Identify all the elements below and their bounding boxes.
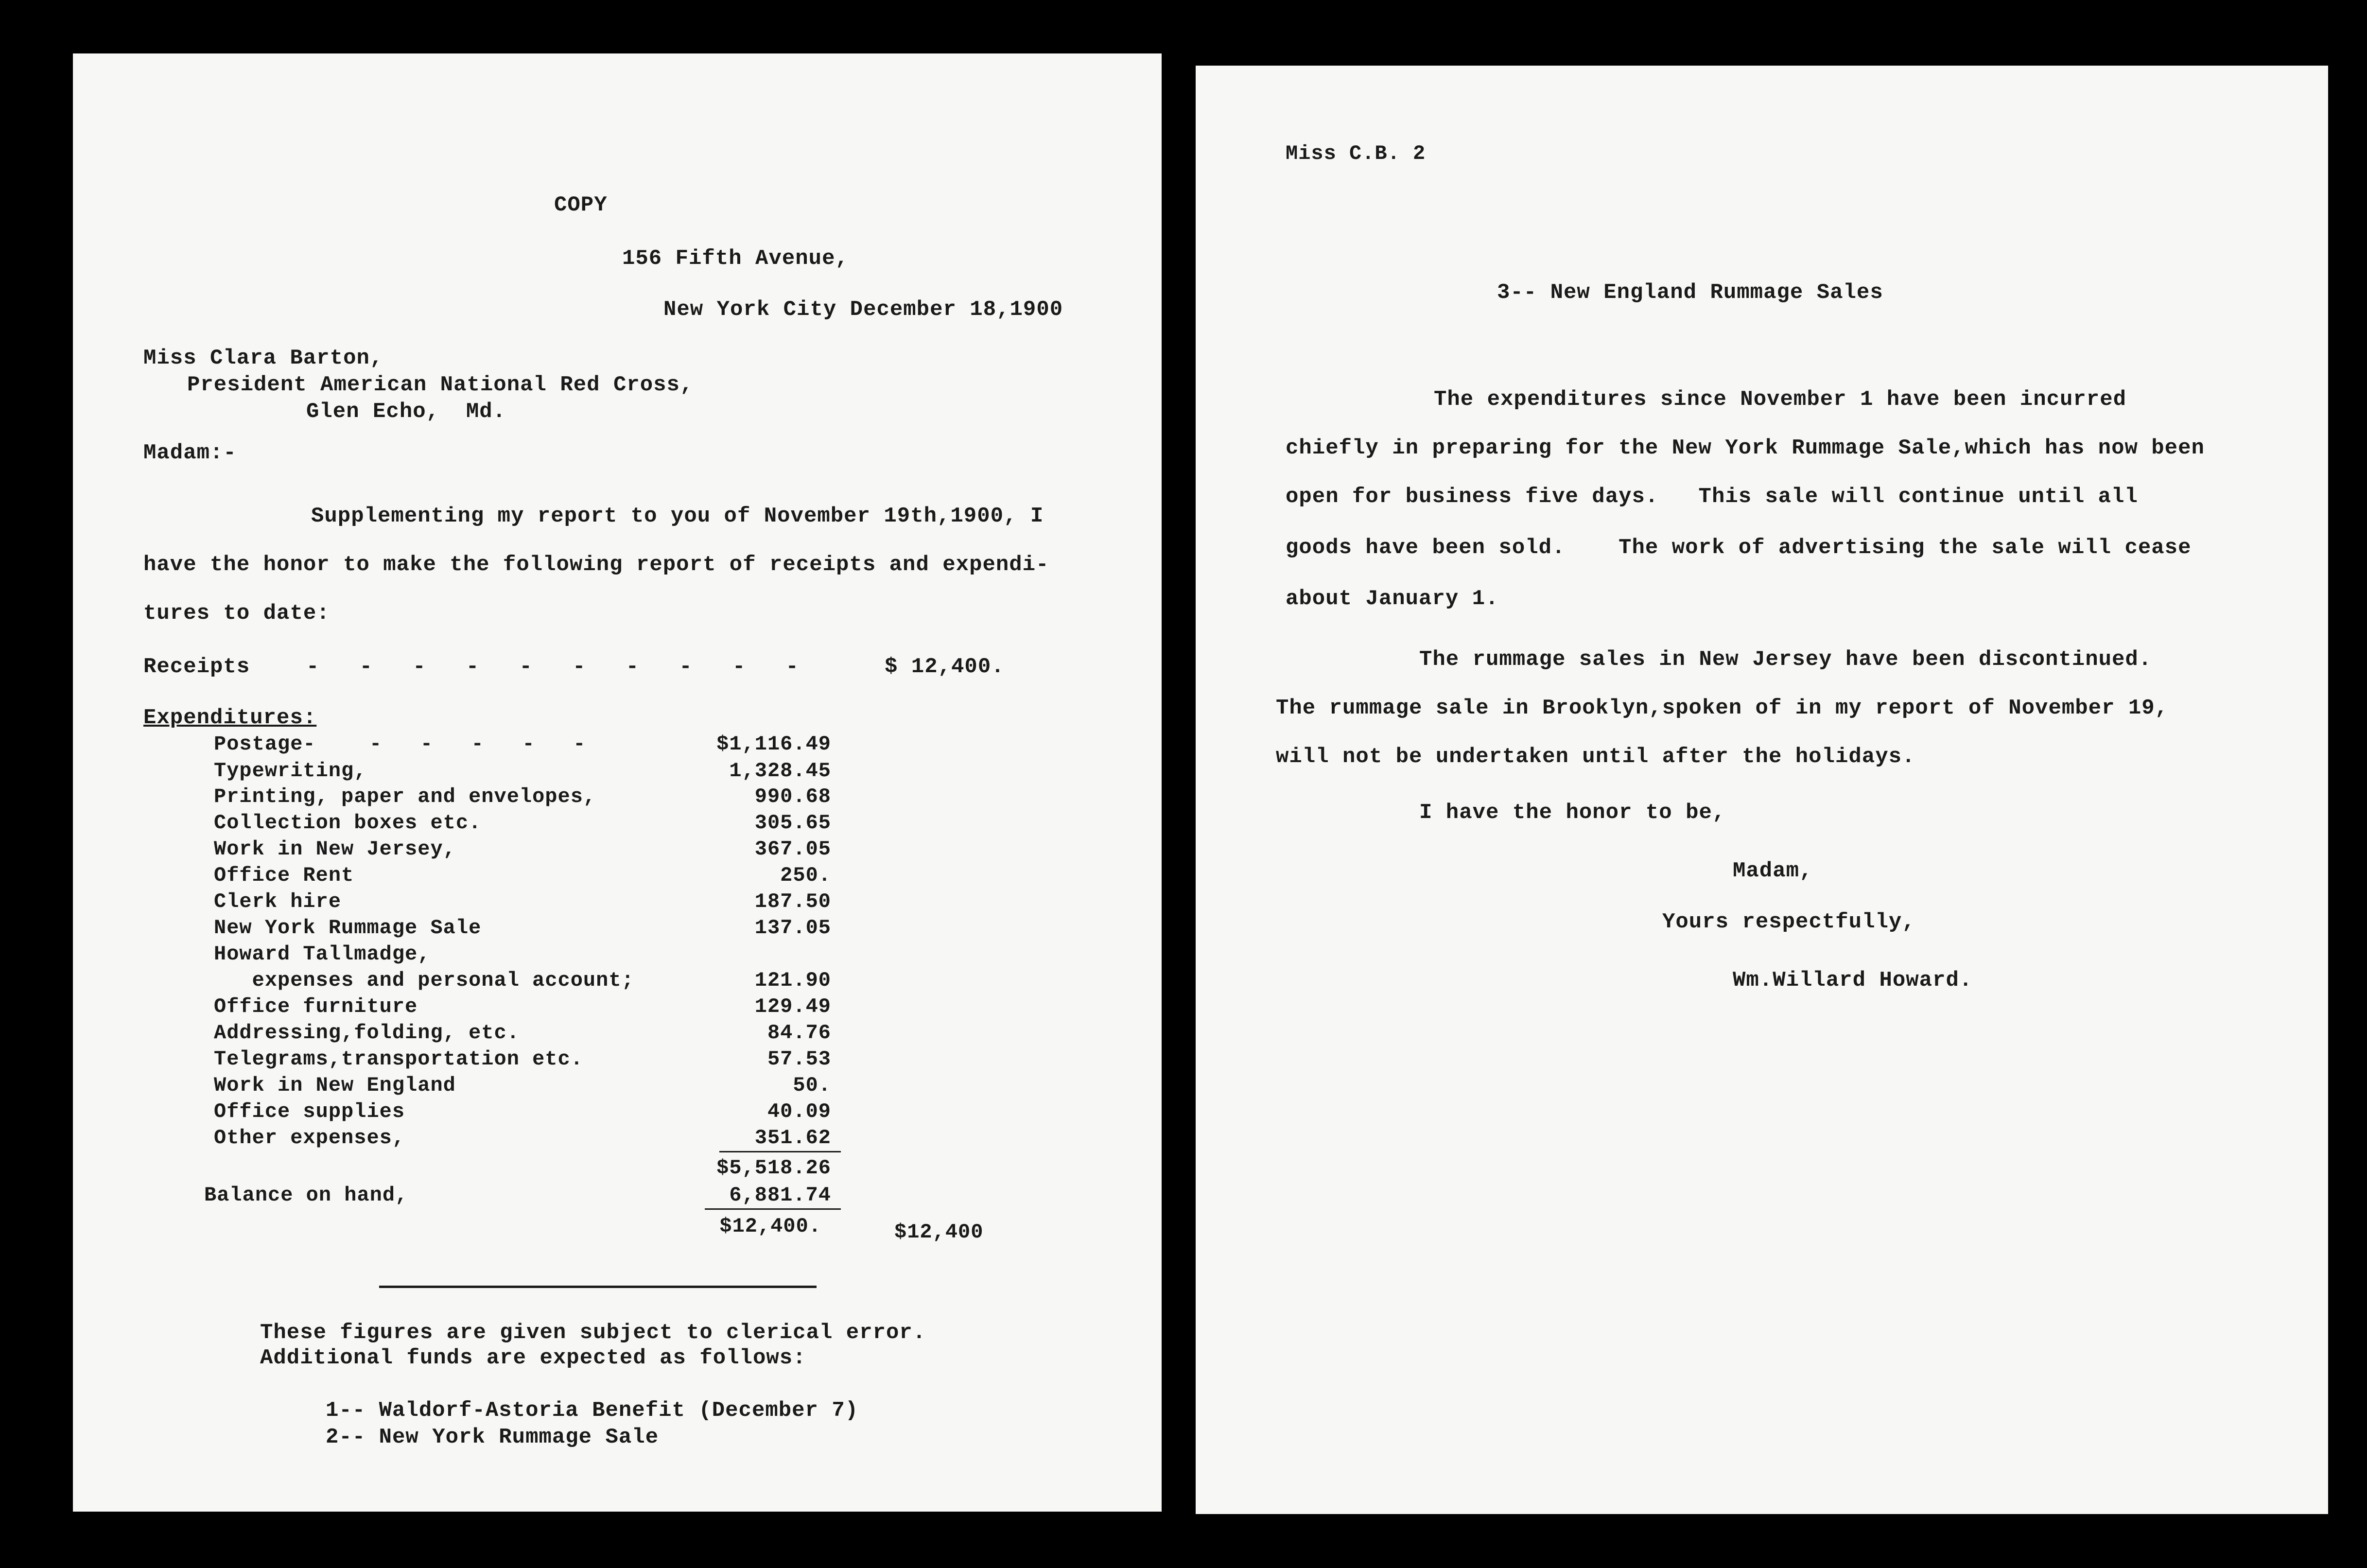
page-header: Miss C.B. 2 — [1286, 142, 1426, 165]
copy-label: COPY — [554, 193, 608, 217]
total-amount: $12,400. — [719, 1215, 821, 1238]
para2-line: The rummage sale in Brooklyn,spoken of in my report of November 19, — [1276, 696, 2169, 720]
balance-amount: 6,881.74 — [729, 1184, 831, 1207]
para1-line: chiefly in preparing for the New York Rummage Sale,which has now been — [1286, 436, 2205, 460]
intro-line-3: tures to date: — [143, 601, 330, 626]
expense-label: Printing, paper and envelopes, — [214, 785, 596, 808]
recipient-location: Glen Echo, Md. — [306, 400, 506, 424]
receipts-label: Receipts — [143, 655, 250, 679]
fund-item: 2-- New York Rummage Sale — [326, 1425, 659, 1449]
expense-amount: 84.76 — [767, 1021, 831, 1045]
expense-amount: 57.53 — [767, 1047, 831, 1071]
fund-item: 1-- Waldorf-Astoria Benefit (December 7) — [326, 1398, 859, 1423]
expense-label: New York Rummage Sale — [214, 916, 482, 940]
salutation: Madam:- — [143, 441, 237, 465]
para1-line: goods have been sold. The work of advertising the sale will cease — [1286, 536, 2192, 560]
expense-label: Office Rent — [214, 864, 354, 887]
expense-label: Telegrams,transportation etc. — [214, 1047, 583, 1071]
item-3-heading: 3-- New England Rummage Sales — [1497, 280, 1883, 305]
expense-label: Typewriting, — [214, 759, 367, 783]
expense-dashes: - - - - - — [369, 732, 586, 756]
expense-amount: $1,116.49 — [716, 732, 831, 756]
expense-label: Clerk hire — [214, 890, 342, 913]
para1-line: about January 1. — [1286, 587, 1499, 611]
expense-label: Work in New Jersey, — [214, 837, 456, 861]
expenditures-heading: Expenditures: — [143, 706, 317, 730]
recipient-name: Miss Clara Barton, — [143, 346, 383, 370]
para1-line: The expenditures since November 1 have been incurred — [1434, 387, 2127, 412]
closing-yours: Yours respectfully, — [1662, 910, 1915, 934]
expense-label: Howard Tallmadge, — [214, 942, 431, 966]
expense-amount: 367.05 — [754, 837, 831, 861]
balance-label: Balance on hand, — [204, 1184, 408, 1207]
recipient-title: President American National Red Cross, — [187, 373, 694, 397]
subtotal-rule — [719, 1151, 841, 1152]
intro-line-1: Supplementing my report to you of November 19th,1900, I — [311, 504, 1044, 528]
expense-amount: 40.09 — [767, 1100, 831, 1123]
expense-amount: 50. — [793, 1074, 831, 1097]
expense-amount: 121.90 — [754, 969, 831, 992]
left-page — [73, 53, 1162, 1512]
expense-amount: 990.68 — [754, 785, 831, 808]
expense-label: Work in New England — [214, 1074, 456, 1097]
expense-label: expenses and personal account; — [214, 969, 634, 992]
address-line-1: 156 Fifth Avenue, — [622, 246, 849, 271]
expense-amount: 351.62 — [754, 1126, 831, 1150]
expense-label: Postage- — [214, 732, 316, 756]
subtotal-amount: $5,518.26 — [716, 1156, 831, 1180]
note-line-2: Additional funds are expected as follows: — [260, 1346, 806, 1370]
expense-label: Office supplies — [214, 1100, 405, 1123]
address-line-2: New York City December 18,1900 — [663, 297, 1063, 322]
expense-label: Addressing,folding, etc. — [214, 1021, 520, 1045]
expense-amount: 137.05 — [754, 916, 831, 940]
expense-label: Office furniture — [214, 995, 418, 1018]
para2-line: The rummage sales in New Jersey have been discontinued. — [1419, 647, 2152, 672]
expense-amount: 250. — [780, 864, 831, 887]
balance-rule — [705, 1208, 841, 1210]
receipts-amount: $ 12,400. — [885, 655, 1005, 679]
expense-amount: 187.50 — [754, 890, 831, 913]
closing-line: I have the honor to be, — [1419, 801, 1726, 825]
expense-label: Other expenses, — [214, 1126, 405, 1150]
note-line-1: These figures are given subject to clerical error. — [260, 1321, 926, 1345]
closing-madam: Madam, — [1733, 859, 1813, 883]
para1-line: open for business five days. This sale will continue until all — [1286, 485, 2138, 509]
para2-line: will not be undertaken until after the holidays. — [1276, 745, 1915, 769]
signature: Wm.Willard Howard. — [1733, 968, 1973, 993]
expense-amount: 129.49 — [754, 995, 831, 1018]
receipts-dashes: - - - - - - - - - - — [306, 655, 799, 679]
expense-amount: 1,328.45 — [729, 759, 831, 783]
expense-amount: 305.65 — [754, 811, 831, 835]
section-divider — [379, 1286, 817, 1288]
intro-line-2: have the honor to make the following report of receipts and expendi- — [143, 553, 1049, 577]
expense-label: Collection boxes etc. — [214, 811, 482, 835]
right-page — [1196, 66, 2328, 1514]
total-right: $12,400 — [894, 1220, 984, 1244]
